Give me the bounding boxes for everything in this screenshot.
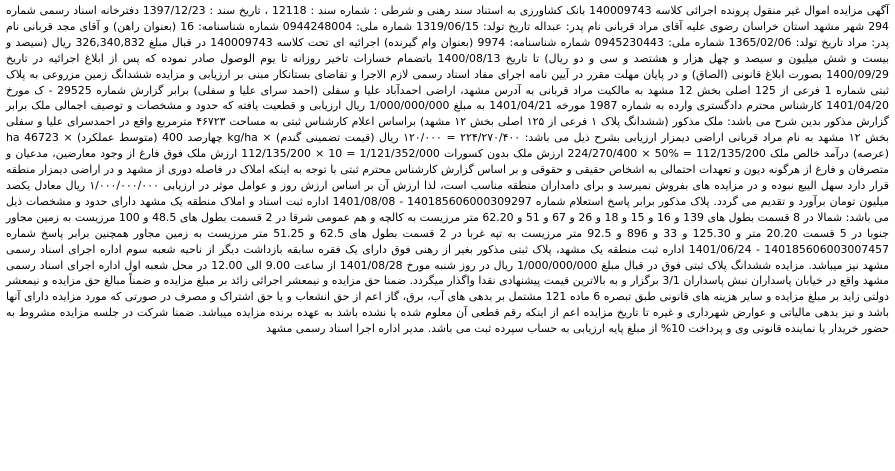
notice-text <box>6 3 889 337</box>
notice-body: آگهی مزایده اموال غیر منقول پرونده اجرائی کلاسه 140009743 بانک کشاورزی به استناد سند رهنی و شرطی : شماره سند : 12118 ، تاریخ سند : 1397/12/23 دفترخانه اسناد رسمی شماره 294 شهر مشهد استان خراسان رضوی علیه آقای مراد قربانی نام پدر: عبداله تاریخ تولد: 1319/06/15 شماره ملی: 0944248004 شماره شناسنامه: 16 (بعنوان راهن) و آقای مجد قربانی نام پدر: مراد تاریخ تولد: 1365/02/06 شماره ملی: 0945230443 شماره شناسنامه: 9974 (بعنوان وام گیرنده) اجرائیه ای تحت کلاسه 140009743 در قبال مبلغ 326,340,832 ریال (سیصد و بیست و شش میلیون و سیصد و چهل هزار و هشتصد و سی و دو ریال) تا تاریخ 1400/08/13 باتضمام خسارات تاخیر روزانه تا یوم الوصول صادر نموده که پس از ابلاغ اجرائیه در تاریخ 1400/09/29 بصورت ابلاغ قانونی (الصاق) و در پایان مهلت مقرر در آیین نامه اجرای مفاد اسناد رسمی لازم الاجرا و تقاضای بستانکار مبنی بر ارزیابی و مزایده ششدانگ زمین مزروعی به پلاک ثبتی شماره 1 فرعی از 125 اصلی بخش 12 مشهد به مالکیت مراد قربانی به آدرس مشهد، اراضی احمدآباد علیا و سفلی (احمد سرای علیا و سفلی) برابر گزارش شماره 29525 - ک مورخ 1401/04/20 کارشناس محترم دادگستری وارده به شماره 1987 مورخه 1401/04/21 به مبلغ 1/000/000/000 ریال ارزیابی و قطعیت یافته که حدود و مشخصات و توصیف اجمالی ملک برابر گزارش مذکور بدین شرح می باشد: ملک مذکور (ششدانگ پلاک ۱ فرعی از ۱۲۵ اصلی بخش ۱۲ مشهد) براساس اعلام کارشناس ثبتی به مساحت ۴۶۷۲۳ مترمربع واقع در احمدسرای علیا و سفلی بخش ۱۲ مشهد به نام مراد قربانی اراضی دیمزار ارزیابی بشرح ذیل می باشد: ۲۲۴/۲۷۰/۴۰۰ = ۱۲۰/۰۰۰ ریال (قیمت تضمینی گندم) × kg/ha چهارصد 400 (متوسط عملکرد) × ha 46723 (عرصه) درآمد خالص ملک 112/135/200 = %50 × 224/270/400 ارزش ملک بدون کسورات 1/121/352/000 = 10 × 112/135/200 ارزش ملک فوق فارغ از وجود معارضین، مدعیان و متصرفان و فارغ از هرگونه دیون و تعهدات احتمالی به اشخاص حقیقی و حقوقی و بر اساس گزارش کارشناس محترم ثبتی با توجه به اینکه املاک در فاصله دوری از مشهد و در اراضی دیمزار منطقه قرار دارد سهل الیبع نبوده و در مزایده های بفروش نمیرسد و برای دامداران منطقه مناسب است، لذا ارزش آن بر اساس ارزش روز و عوامل موثر در ارزیابی ۱/۰۰۰/۰۰۰/۰۰۰ ریال معادل یکصد میلیون تومان برآورد و تقدیم می گردد. پلاک مذکور برابر پاسخ استعلام شماره 140185606000309297 - 1401/08/08 اداره ثبت اسناد و املاک منطقه یک مشهد دارای حدود و مشخصات ذیل می باشد: شمالا در 8 قسمت بطول های 139 و 16 و 15 و 18 و 26 و 67 و 51 و 62.20 متر مرزیست به کالچه و هم عمومی شرقا در 2 قسمت بطول های 48.5 و 100 مرزیست به زمین مجاور جنوبا در 5 قسمت 20.20 متر و 125.30 و 33 و 896 و 92.5 متر مرزیست به تپه غربا در 2 قسمت بطول های 62.5 و 51.25 متر مرزیست به زمین مجاور همچنین برابر پاسخ شماره 140185606003007457 - 1401/06/24 اداره ثبت منطقه یک مشهد، پلاک ثبتی مذکور بغیر از رهنی فوق دارای یک فقره سابقه بازداشت دیگر از ناحیه شعبه سوم اداره اجرای اسناد رسمی مشهد نیز میباشد. مزایده ششدانگ پلاک ثبتی فوق در قبال مبلغ 1/000/000/000 ریال در روز شنبه مورخ 1401/08/28 از ساعت 9.00 الی 12.00 در محل شعبه اول اداره اجرای اسناد رسمی مشهد واقع در خیابان پاسداران نبش پاسداران 3/1 برگزار و به بالاترین قیمت پیشنهادی نقدا واگذار میگردد. ضمنا حق مزایده و نیمعشر اجرائی زائد بر مبلغ مزایده و ضمناً مبالغ حق مزایده و نیمعشر دولتی زاید بر مبلغ مزایده و سایر هزینه های قانونی طبق تبصره 6 ماده 121 مشتمل بر بدهی های آب، برق، گاز اعم از حق انشعاب و یا حق اشتراک و مصرف در صورتی که مورد مزایده دارای آنها باشد و نیز بدهی مالیاتی و عوارض شهرداری و غیره تا تاریخ مزایده اعم از اینکه رقم قطعی آن معلوم شده یا نشده باشد به عهده برنده مزایده میباشد. ضمنا شرکت در جلسه مزایده مشروط به حضور خریدار یا نماینده قانونی وی و پرداخت 10% از مبلغ پایه ارزیابی به حساب سپرده ثبت می باشد. <box>6 4 890 336</box>
notice-issuer: مدیر اداره اجرا اسناد رسمی مشهد <box>266 322 425 336</box>
